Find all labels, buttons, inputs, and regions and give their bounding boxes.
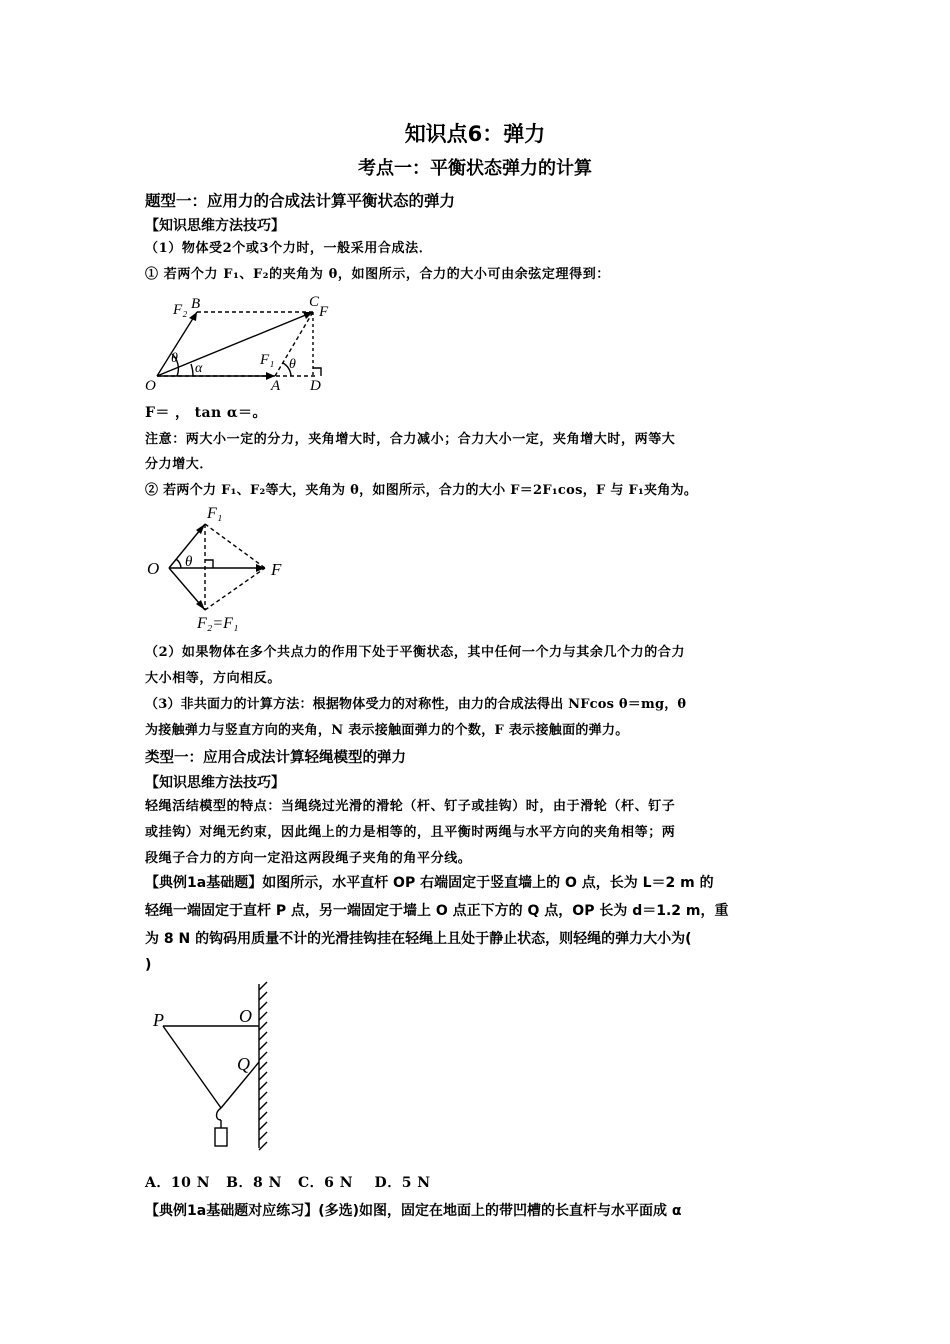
paragraph-1: （1）物体受2个或3个力时，一般采用合成法． [145,241,433,256]
paragraph-3: ② 若两个力 F₁、F₂等大，夹角为 θ，如图所示，合力的大小 F＝2F₁cos，F 与 F₁夹角为。 [145,483,698,498]
label-O: O [147,559,160,578]
label-P: P [153,1010,164,1030]
rope-line-3: 段绳子合力的方向一定沿这两段绳子夹角的角平分线。 [145,851,472,866]
label-theta-2: θ [289,357,296,372]
paragraph-5-line-1: （3）非共面力的计算方法：根据物体受力的对称性，由力的合成法得出 NFcos θ＝mg，θ [145,697,687,712]
label-F2: F₂ [173,302,188,318]
rhombus-force-figure [145,502,305,636]
label-F: F [319,304,329,320]
type-heading-2: 类型一：应用合成法计算轻绳模型的弹力 [145,750,406,766]
force-parallelogram-figure [145,292,345,394]
note-line-2: 分力增大． [145,457,214,472]
page-title: 知识点6：弹力 [404,122,546,146]
tips-label-2: 【知识思维方法技巧】 [145,775,285,791]
label-F1: F₁ [260,352,275,368]
label-F: F [271,560,282,579]
paragraph-5-line-2: 为接触弹力与竖直方向的夹角，N 表示接触面弹力的个数，F 表示接触面的弹力。 [145,723,629,738]
label-F1: F₁ [207,505,223,522]
example-line-3: 为 8 N 的钩码用质量不计的光滑挂钩挂在轻绳上且处于静止状态，则轻绳的弹力大小为( [145,931,692,947]
rope-hook-wall-figure [145,980,285,1152]
note-line-1: 注意：两大小一定的分力，夹角增大时，合力减小；合力大小一定，夹角增大时，两等大 [145,432,676,447]
section-subtitle: 考点一：平衡状态弹力的计算 [358,158,592,179]
label-O: O [145,378,156,394]
label-B: B [191,296,201,312]
label-A: A [271,378,281,394]
formula-line: F＝ ， tan α＝。 [145,405,267,421]
practice-line: 【典例1a基础题对应练习】(多选)如图，固定在地面上的带凹槽的长直杆与水平面成 α [145,1203,682,1219]
label-F2-eq-F1: F₂=F₁ [197,615,239,632]
label-D: D [310,378,321,394]
type-heading-1: 题型一：应用力的合成法计算平衡状态的弹力 [145,192,456,210]
rope-line-1: 轻绳活结模型的特点：当绳绕过光滑的滑轮（杆、钉子或挂钩）时，由于滑轮（杆、钉子 [145,799,676,814]
example-line-2: 轻绳一端固定于直杆 P 点，另一端固定于墙上 O 点正下方的 Q 点，OP 长为 d＝1.2 m，重 [145,903,729,919]
paragraph-2: ① 若两个力 F₁、F₂的夹角为 θ，如图所示，合力的大小可由余弦定理得到： [145,267,610,282]
example-line-4: ) [145,957,152,973]
answer-options: A．10 N B．8 N C．6 N D．5 N [145,1175,431,1191]
label-Q: Q [237,1054,250,1074]
label-alpha: α [195,361,203,376]
paragraph-4-line-2: 大小相等，方向相反。 [145,671,282,686]
label-C: C [309,294,320,310]
label-theta-1: θ [171,351,178,366]
label-O: O [239,1006,252,1026]
rope-line-2: 或挂钩）对绳无约束，因此绳上的力是相等的，且平衡时两绳与水平方向的夹角相等；两 [145,825,676,840]
example-line-1: 【典例1a基础题】如图所示，水平直杆 OP 右端固定于竖直墙上的 O 点，长为 L＝2 m 的 [145,875,714,891]
paragraph-4-line-1: （2）如果物体在多个共点力的作用下处于平衡状态，其中任何一个力与其余几个力的合力 [145,645,686,660]
label-theta: θ [185,554,193,570]
tips-label-1: 【知识思维方法技巧】 [145,218,285,234]
